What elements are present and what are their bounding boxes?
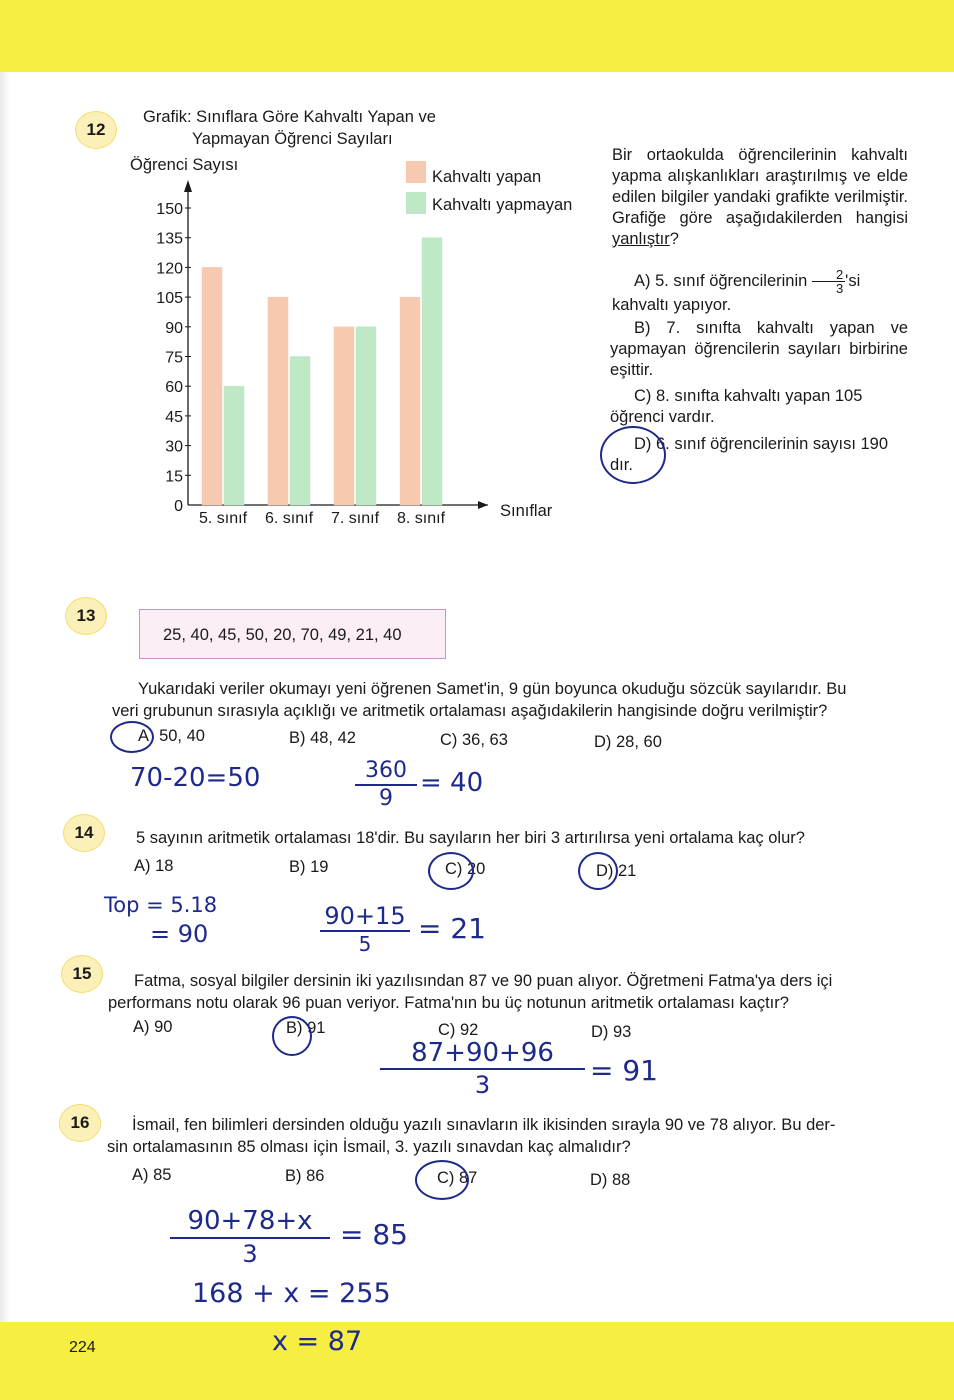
q15-option-b[interactable]: B) 91 [286,1019,326,1037]
question-number-14: 14 [63,814,105,852]
handwritten-count: 9 [379,786,393,811]
legend-swatch-yapan [406,161,426,183]
question-number-16: 16 [59,1104,101,1142]
handwritten-total-result: = 90 [150,920,209,948]
handwritten-step2: 168 + x = 255 [192,1278,391,1309]
q13-text-line1: Yukarıdaki veriler okumayı yeni öğrenen Samet'in, 9 gün boyunca okuduğu sözcük sayılarıdır. Bu [138,680,847,698]
q14-option-d[interactable]: D) 21 [596,862,637,880]
x-tick-label: 5. sınıf [198,510,248,527]
bar-yapmayan-5 [224,386,244,505]
x-tick-labels [199,510,446,527]
y-tick-label: 135 [156,230,183,248]
handwritten-final-answer: x = 87 [272,1326,363,1357]
q13-text-line2: veri grubunun sırasıyla açıklığı ve aritmetik ortalaması aşağıdakilerin hangisinde doğru verilmiştir? [112,702,828,720]
q16-option-d[interactable]: D) 88 [590,1171,631,1189]
q13-option-c[interactable]: C) 36, 63 [440,731,508,749]
q16-text-line1: İsmail, fen bilimleri dersinden olduğu yazılı sınavların ilk ikisinden sırayla 90 ve 78 alıyor. Bu der- [132,1116,836,1134]
page-number: 224 [69,1339,96,1356]
handwritten-mean: = 40 [420,768,484,798]
q14-option-a[interactable]: A) 18 [134,857,174,875]
q12-option-a[interactable]: A) 5. sınıf öğrencilerinin $\frac{2}{3}$ 'si kahvaltı yapıyor. [612,267,861,314]
q14-option-b[interactable]: B) 19 [289,858,329,876]
handwritten-equation-divisor: 3 [242,1240,258,1268]
y-axis-title: Öğrenci Sayısı [130,156,239,174]
q13-option-b[interactable]: B) 48, 42 [289,729,356,747]
handwritten-grade-count: 3 [474,1071,491,1099]
scribble-circle-q14 [428,852,474,890]
q12-option-b[interactable]: B) 7. sınıfta kahvaltı yapan ve yapmayan öğrencilerin sayıları birbirine eşittir. [610,319,908,379]
handwritten-equation: 90+78+x [170,1205,330,1239]
x-tick-label: 6. sınıf [264,510,314,527]
q15-option-c[interactable]: C) 92 [438,1021,479,1039]
answer-circle-q16 [415,1160,469,1200]
bar-yapan-7 [334,327,354,505]
handwritten-total: Top = 5.18 [104,893,218,917]
q12-intro: Bir ortaokulda öğrencilerinin kahvaltı yapma alışkanlıkları araştırılmış ve elde edilen bilgiler yandaki grafikte verilmiştir. Grafiğe göre aşağıdakilerden hangisi yanlıştır? [612,146,908,248]
q12-option-c[interactable]: C) 8. sınıfta kahvaltı yapan 105 öğrenci vardır. [610,387,863,426]
page-edge-shadow [0,72,10,1322]
bars [202,238,442,505]
q16-text-line2: sin ortalamasının 85 olması için İsmail, 3. yazılı sınavdan kaç almalıdır? [107,1138,631,1156]
y-tick-label: 15 [165,468,183,486]
q13-option-d[interactable]: D) 28, 60 [594,733,662,751]
legend-label-yapan: Kahvaltı yapan [432,168,542,186]
q15-text-line2: performans notu olarak 96 puan veriyor. Fatma'nın bu üç notunun aritmetik ortalaması kaçtır? [108,994,789,1012]
bottom-color-band [0,1322,954,1400]
bar-yapmayan-8 [422,238,442,505]
q15-option-a[interactable]: A) 90 [133,1018,173,1036]
question-number-13: 13 [65,597,107,635]
q14-text: 5 sayının aritmetik ortalaması 18'dir. Bu sayıların her biri 3 artırılırsa yeni ortalama kaç olur? [136,829,805,847]
q13-option-a[interactable]: A) 50, 40 [138,727,205,745]
y-tick-label: 90 [165,319,183,337]
answer-circle-q13 [110,721,154,753]
question-number-12: 12 [75,111,117,149]
y-tick-label: 105 [156,290,183,308]
handwritten-divisor: 5 [358,932,372,956]
handwritten-new-mean: = 21 [418,912,486,945]
data-box [139,609,446,659]
q14-option-c[interactable]: C) 20 [445,860,486,878]
bar-yapan-8 [400,297,420,505]
y-tick-label: 120 [156,260,183,278]
chart-title-line2: Yapmayan Öğrenci Sayıları [192,130,393,148]
answer-circle-q15 [272,1016,312,1056]
x-axis-title: Sınıflar [500,502,553,520]
y-tick-label: 150 [156,201,183,218]
x-tick-label: 8. sınıf [396,510,446,527]
handwritten-sum: 360 [355,758,417,786]
q15-text-line1: Fatma, sosyal bilgiler dersinin iki yazılısından 87 ve 90 puan alıyor. Öğretmeni Fatma'ya ders içi [134,972,833,990]
bar-yapan-6 [268,297,288,505]
fraction-two-thirds: $\frac{2}{3}$ [812,268,845,295]
q16-option-b[interactable]: B) 86 [285,1167,325,1185]
handwritten-equation-result: = 85 [340,1218,408,1251]
y-tick-label: 0 [174,498,183,515]
answer-circle-q14 [578,852,618,890]
legend-swatch-yapmayan [406,192,426,214]
bar-yapan-5 [202,267,222,505]
handwritten-new-sum: 90+15 [320,902,410,932]
handwritten-range: 70-20=50 [130,763,261,793]
y-tick-label: 30 [165,438,183,456]
handwritten-grade-sum: 87+90+96 [380,1038,585,1070]
bar-yapmayan-6 [290,357,310,506]
q12-underlined-word: yanlıştır [612,230,670,248]
q15-option-d[interactable]: D) 93 [591,1023,632,1041]
q16-option-a[interactable]: A) 85 [132,1166,172,1184]
answer-circle-q12 [600,426,666,484]
question-number-15: 15 [61,955,103,993]
y-tick-label: 60 [165,379,183,397]
q12-option-d[interactable]: D) 6. sınıf öğrencilerinin sayısı 190 dır. [610,435,889,474]
handwritten-grade-mean: = 91 [590,1054,658,1087]
y-ticks [156,201,191,515]
top-color-band [0,0,954,72]
y-axis-arrow [184,180,192,192]
q16-option-c[interactable]: C) 87 [437,1169,478,1187]
y-tick-label: 45 [165,408,183,426]
chart-title-line1: Grafik: Sınıflara Göre Kahvaltı Yapan ve [143,108,436,126]
legend-label-yapmayan: Kahvaltı yapmayan [432,196,573,214]
data-values: 25, 40, 45, 50, 20, 70, 49, 21, 40 [163,626,402,644]
bar-yapmayan-7 [356,327,376,505]
y-tick-label: 75 [165,349,183,367]
x-axis-arrow [478,501,488,509]
bar-chart [120,150,590,540]
x-tick-label: 7. sınıf [330,510,380,527]
